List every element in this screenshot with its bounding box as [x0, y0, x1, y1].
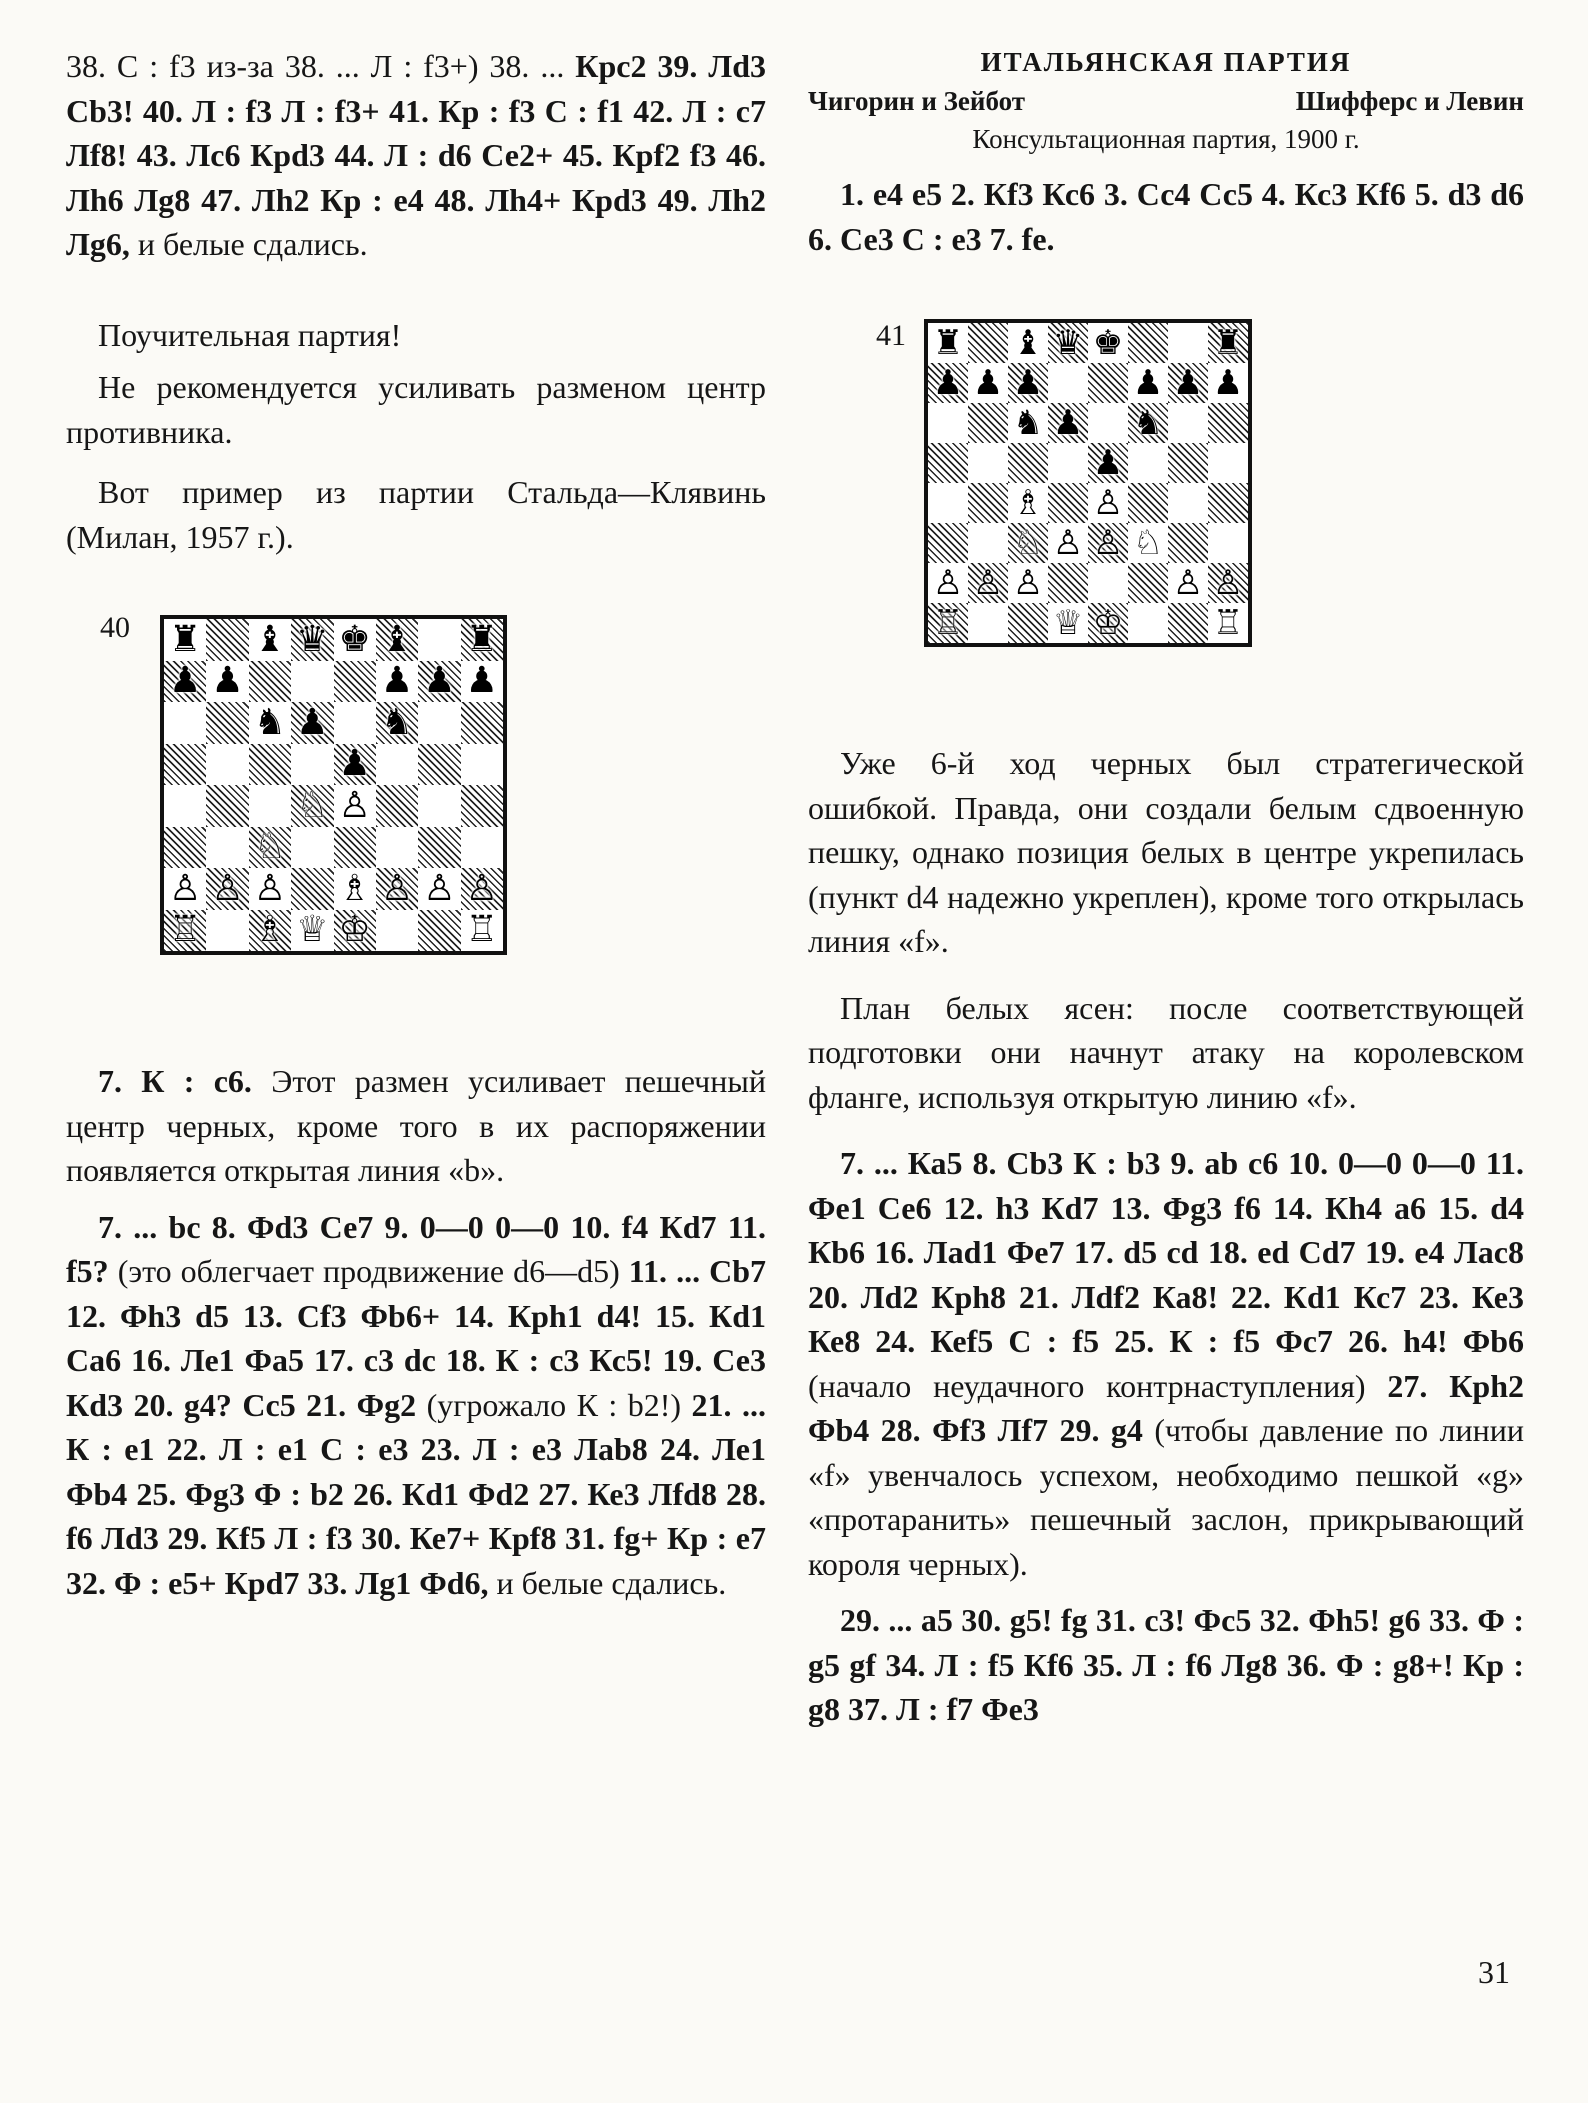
- white-plan-comment: План белых ясен: после соответствующей подготовки они начнут атаку на королевском фланге, используя открытую линию «f».: [808, 989, 1524, 1115]
- black-pawn-icon: ♟: [932, 363, 964, 403]
- square-d3: [291, 827, 333, 869]
- square-a4: [928, 483, 968, 523]
- square-a4: [164, 785, 206, 827]
- square-a2: [164, 868, 206, 910]
- square-f2: [1128, 563, 1168, 603]
- square-g2: [418, 868, 460, 910]
- white-pawn-icon: ♙: [169, 867, 202, 909]
- black-pawn-icon: ♟: [338, 743, 371, 785]
- white-bishop-icon: ♗: [338, 867, 371, 909]
- square-f8: [1128, 323, 1168, 363]
- white-pawn-icon: ♙: [253, 867, 287, 909]
- square-a3: [164, 827, 206, 869]
- square-d2: [1048, 563, 1088, 603]
- square-f7: [376, 661, 418, 703]
- square-d6: [291, 702, 333, 744]
- square-f5: [376, 744, 418, 786]
- square-c6: [249, 702, 291, 744]
- square-g1: [1168, 603, 1208, 643]
- black-rook-icon: ♜: [1212, 323, 1244, 363]
- white-pawn-icon: ♙: [1012, 563, 1044, 603]
- square-g3: [418, 827, 460, 869]
- square-c3: [1008, 523, 1048, 563]
- square-c8: [1008, 323, 1048, 363]
- black-bishop-icon: ♝: [1012, 323, 1044, 363]
- white-pawn-icon: ♙: [465, 867, 498, 909]
- black-king-icon: ♚: [338, 618, 371, 660]
- square-f3: [376, 827, 418, 869]
- black-queen-icon: ♛: [296, 618, 329, 660]
- square-f5: [1128, 443, 1168, 483]
- square-f6: [376, 702, 418, 744]
- square-b1: [206, 910, 248, 952]
- square-d8: [1048, 323, 1088, 363]
- white-pawn-icon: ♙: [211, 867, 244, 909]
- square-a6: [928, 403, 968, 443]
- chess-board: [160, 615, 507, 955]
- square-a5: [164, 744, 206, 786]
- white-rook-icon: ♖: [1212, 603, 1244, 643]
- square-h8: [1208, 323, 1248, 363]
- opening-moves: 1. е4 е5 2. Кf3 Кс6 3. Сс4 Сс5 4. Кс3 Кf6 5. d3 d6 6. Се3 С : е3 7. fe.: [808, 176, 1524, 257]
- square-b7: [968, 363, 1008, 403]
- square-b2: [206, 868, 248, 910]
- square-b5: [206, 744, 248, 786]
- square-b3: [968, 523, 1008, 563]
- square-e4: [1088, 483, 1128, 523]
- square-h5: [461, 744, 503, 786]
- square-b8: [206, 619, 248, 661]
- white-players: Чигорин и Зейбот: [808, 86, 1025, 116]
- black-pawn-icon: ♟: [1092, 443, 1124, 483]
- square-f4: [376, 785, 418, 827]
- square-b7: [206, 661, 248, 703]
- square-h3: [1208, 523, 1248, 563]
- black-pawn-icon: ♟: [380, 660, 414, 702]
- square-d5: [291, 744, 333, 786]
- square-g5: [1168, 443, 1208, 483]
- square-e2: [334, 868, 376, 910]
- section-heading: ИТАЛЬЯНСКАЯ ПАРТИЯ: [980, 47, 1352, 77]
- square-d5: [1048, 443, 1088, 483]
- square-a2: [928, 563, 968, 603]
- square-h7: [1208, 363, 1248, 403]
- square-d7: [1048, 363, 1088, 403]
- game-moves: 7. ... bc 8. Фd3 Се7 9. 0—0 0—0 10. f4 Кd7 11. f5? (это облегчает продвижение d6—d5) 11. ... Сb7 12. Фh3 d5 13. Сf3 Фb6+ 14. Крh1 d4! 15. Кd1 Са6 16. Ле1 Фа5 17. c3 dc 18. К : c3 Кс5! 19. Се3 Кd3 20. g4? Cc5 21. Фg2 (угрожало К : b2!) 21. ... К : e1 22. Л : e1 С : e3 23. Л : e3 Лаb8 24. Ле1 Фb4 25. Фg3 Ф : b2 26. Кd1 Фd2 27. Ке3 Лfd8 28. f6 Лd3 29. Кf5 Л : f3 30. Ке7+ Крf8 31. fg+ Кр : е7 32. Ф : е5+ Крd7 33. Лg1 Фd6, и белые сдались.: [66, 1208, 767, 1601]
- square-c2: [249, 868, 291, 910]
- square-b4: [206, 785, 248, 827]
- diagram-40: [66, 559, 766, 1059]
- chess-board: [924, 319, 1252, 647]
- square-a8: [164, 619, 206, 661]
- black-knight-icon: ♞: [1012, 403, 1044, 443]
- black-knight-icon: ♞: [1132, 403, 1164, 443]
- square-g6: [1168, 403, 1208, 443]
- black-bishop-icon: ♝: [253, 618, 287, 660]
- white-king-icon: ♔: [1092, 603, 1124, 643]
- square-b6: [206, 702, 248, 744]
- square-a1: [928, 603, 968, 643]
- white-bishop-icon: ♗: [253, 909, 287, 951]
- square-c5: [249, 744, 291, 786]
- black-pawn-icon: ♟: [296, 701, 329, 743]
- square-c7: [1008, 363, 1048, 403]
- square-e3: [334, 827, 376, 869]
- square-a7: [164, 661, 206, 703]
- square-f6: [1128, 403, 1168, 443]
- square-a5: [928, 443, 968, 483]
- black-bishop-icon: ♝: [380, 618, 414, 660]
- black-pawn-icon: ♟: [1172, 363, 1204, 403]
- square-h4: [461, 785, 503, 827]
- game-subtitle: Консультационная партия, 1900 г.: [972, 124, 1360, 154]
- square-g8: [1168, 323, 1208, 363]
- square-d1: [1048, 603, 1088, 643]
- square-a6: [164, 702, 206, 744]
- white-pawn-icon: ♙: [338, 784, 371, 826]
- center-advice: Не рекомендуется усиливать разменом центр противника.: [66, 369, 766, 450]
- square-e8: [334, 619, 376, 661]
- square-e8: [1088, 323, 1128, 363]
- black-pawn-icon: ♟: [211, 660, 244, 702]
- black-pawn-icon: ♟: [1052, 403, 1084, 443]
- square-g4: [1168, 483, 1208, 523]
- white-knight-icon: ♘: [296, 784, 329, 826]
- square-g2: [1168, 563, 1208, 603]
- square-f3: [1128, 523, 1168, 563]
- square-b6: [968, 403, 1008, 443]
- square-g3: [1168, 523, 1208, 563]
- square-a1: [164, 910, 206, 952]
- square-c8: [249, 619, 291, 661]
- white-pawn-icon: ♙: [972, 563, 1004, 603]
- black-rook-icon: ♜: [465, 618, 498, 660]
- square-h2: [461, 868, 503, 910]
- white-queen-icon: ♕: [1052, 603, 1084, 643]
- move-7-comment: 7. К : c6. Этот размен усиливает пешечный центр черных, кроме того в их распоряжении появляется открытая линия «b».: [66, 1063, 767, 1188]
- square-e6: [1088, 403, 1128, 443]
- square-d6: [1048, 403, 1088, 443]
- white-knight-icon: ♘: [1132, 523, 1164, 563]
- square-b1: [968, 603, 1008, 643]
- left-column: [66, 44, 766, 1605]
- diagram-number: 40: [100, 611, 130, 644]
- strategic-error-comment: Уже 6-й ход черных был стратегической ошибкой. Правда, они создали белым сдвоенную пешку, однако позиция белых в центре укрепилась (пункт d4 надежно укреплен), кроме того открылась линия «f».: [808, 745, 1524, 959]
- white-pawn-icon: ♙: [1092, 483, 1124, 523]
- square-h1: [1208, 603, 1248, 643]
- square-c1: [1008, 603, 1048, 643]
- square-d2: [291, 868, 333, 910]
- square-h2: [1208, 563, 1248, 603]
- white-pawn-icon: ♙: [1092, 523, 1124, 563]
- square-g4: [418, 785, 460, 827]
- square-h3: [461, 827, 503, 869]
- square-e7: [334, 661, 376, 703]
- square-b5: [968, 443, 1008, 483]
- final-moves: 29. ... а5 30. g5! fg 31. c3! Фс5 32. Фh5! g6 33. Ф : g5 gf 34. Л : f5 Кf6 35. Л : f6 Лg8 36. Ф : g8+! Кр : g8 37. Л : f7 Фе3: [808, 1602, 1524, 1727]
- white-knight-icon: ♘: [1012, 523, 1044, 563]
- square-c2: [1008, 563, 1048, 603]
- square-e5: [334, 744, 376, 786]
- game-continuation: 38. С : f3 из-за 38. ... Л : f3+) 38. ... Крс2 39. Лd3 Cb3! 40. Л : f3 Л : f3+ 41. Кр : f3 С : f1 42. Л : c7 Лf8! 43. Лc6 Кpd3 44. Л : d6 Се2+ 45. Кpf2 f3 46. Лh6 Лg8 47. Лh2 Кр : е4 48. Лh4+ Кpd3 49. Лh2 Лg6, и белые сдались.: [66, 48, 767, 262]
- square-f2: [376, 868, 418, 910]
- square-d3: [1048, 523, 1088, 563]
- black-knight-icon: ♞: [253, 701, 287, 743]
- square-c4: [1008, 483, 1048, 523]
- square-f1: [1128, 603, 1168, 643]
- white-rook-icon: ♖: [169, 909, 202, 951]
- square-h7: [461, 661, 503, 703]
- square-c5: [1008, 443, 1048, 483]
- white-pawn-icon: ♙: [1172, 563, 1204, 603]
- square-f4: [1128, 483, 1168, 523]
- square-d8: [291, 619, 333, 661]
- black-pawn-icon: ♟: [169, 660, 202, 702]
- square-g7: [418, 661, 460, 703]
- square-e2: [1088, 563, 1128, 603]
- square-d1: [291, 910, 333, 952]
- square-c4: [249, 785, 291, 827]
- square-b4: [968, 483, 1008, 523]
- square-e7: [1088, 363, 1128, 403]
- example-intro: Вот пример из партии Стальда—Клявинь (Милан, 1957 г.).: [66, 474, 766, 555]
- right-column: [808, 42, 1524, 1732]
- square-h5: [1208, 443, 1248, 483]
- square-c1: [249, 910, 291, 952]
- white-pawn-icon: ♙: [932, 563, 964, 603]
- square-e6: [334, 702, 376, 744]
- diagram-number: 41: [876, 319, 906, 352]
- white-pawn-icon: ♙: [380, 867, 414, 909]
- square-e3: [1088, 523, 1128, 563]
- square-b2: [968, 563, 1008, 603]
- square-g8: [418, 619, 460, 661]
- square-e1: [334, 910, 376, 952]
- white-knight-icon: ♘: [253, 826, 287, 868]
- white-king-icon: ♔: [338, 909, 371, 951]
- game-moves: 7. ... Ка5 8. Сb3 К : b3 9. ab c6 10. 0—0 0—0 11. Фе1 Се6 12. h3 Кd7 13. Фg3 f6 14. Кh4 а6 15. d4 Кb6 16. Лаd1 Фе7 17. d5 cd 18. еd Cd7 19. е4 Лас8 20. Лd2 Крh8 21. Лdf2 Ка8! 22. Кd1 Кс7 23. Ке3 Ке8 24. Кеf5 С : f5 25. К : f5 Фc7 26. h4! Фb6 (начало неудачного контрнаступления) 27. Крh2 Фb4 28. Фf3 Лf7 29. g4 (чтобы давление по линии «f» увенчалось успехом, необходимо пешкой «g» «протаранить» пешечный заслон, прикрывающий короля черных).: [808, 1145, 1525, 1582]
- black-knight-icon: ♞: [380, 701, 414, 743]
- square-h6: [461, 702, 503, 744]
- page-number: 31: [1478, 1954, 1510, 1990]
- black-rook-icon: ♜: [932, 323, 964, 363]
- square-d7: [291, 661, 333, 703]
- white-pawn-icon: ♙: [423, 867, 456, 909]
- black-king-icon: ♚: [1092, 323, 1124, 363]
- black-pawn-icon: ♟: [423, 660, 456, 702]
- black-pawn-icon: ♟: [1132, 363, 1164, 403]
- black-pawn-icon: ♟: [972, 363, 1004, 403]
- square-d4: [1048, 483, 1088, 523]
- diagram-41: [808, 261, 1524, 741]
- white-pawn-icon: ♙: [1052, 523, 1084, 563]
- square-b8: [968, 323, 1008, 363]
- square-h8: [461, 619, 503, 661]
- square-h1: [461, 910, 503, 952]
- square-e1: [1088, 603, 1128, 643]
- white-bishop-icon: ♗: [1012, 483, 1044, 523]
- square-a8: [928, 323, 968, 363]
- instructive-game-remark: Поучительная партия!: [98, 316, 402, 353]
- white-pawn-icon: ♙: [1212, 563, 1244, 603]
- square-h6: [1208, 403, 1248, 443]
- square-d4: [291, 785, 333, 827]
- square-c3: [249, 827, 291, 869]
- square-g1: [418, 910, 460, 952]
- black-players: Шифферс и Левин: [1295, 86, 1524, 116]
- square-b3: [206, 827, 248, 869]
- square-h4: [1208, 483, 1248, 523]
- black-queen-icon: ♛: [1052, 323, 1084, 363]
- square-a3: [928, 523, 968, 563]
- square-a7: [928, 363, 968, 403]
- square-g7: [1168, 363, 1208, 403]
- black-pawn-icon: ♟: [1012, 363, 1044, 403]
- black-rook-icon: ♜: [169, 618, 202, 660]
- square-c7: [249, 661, 291, 703]
- square-g6: [418, 702, 460, 744]
- white-rook-icon: ♖: [465, 909, 498, 951]
- square-f8: [376, 619, 418, 661]
- white-rook-icon: ♖: [932, 603, 964, 643]
- square-g5: [418, 744, 460, 786]
- black-pawn-icon: ♟: [465, 660, 498, 702]
- square-e5: [1088, 443, 1128, 483]
- white-queen-icon: ♕: [296, 909, 329, 951]
- square-f1: [376, 910, 418, 952]
- players-line: [808, 82, 1524, 120]
- square-e4: [334, 785, 376, 827]
- square-f7: [1128, 363, 1168, 403]
- square-c6: [1008, 403, 1048, 443]
- black-pawn-icon: ♟: [1212, 363, 1244, 403]
